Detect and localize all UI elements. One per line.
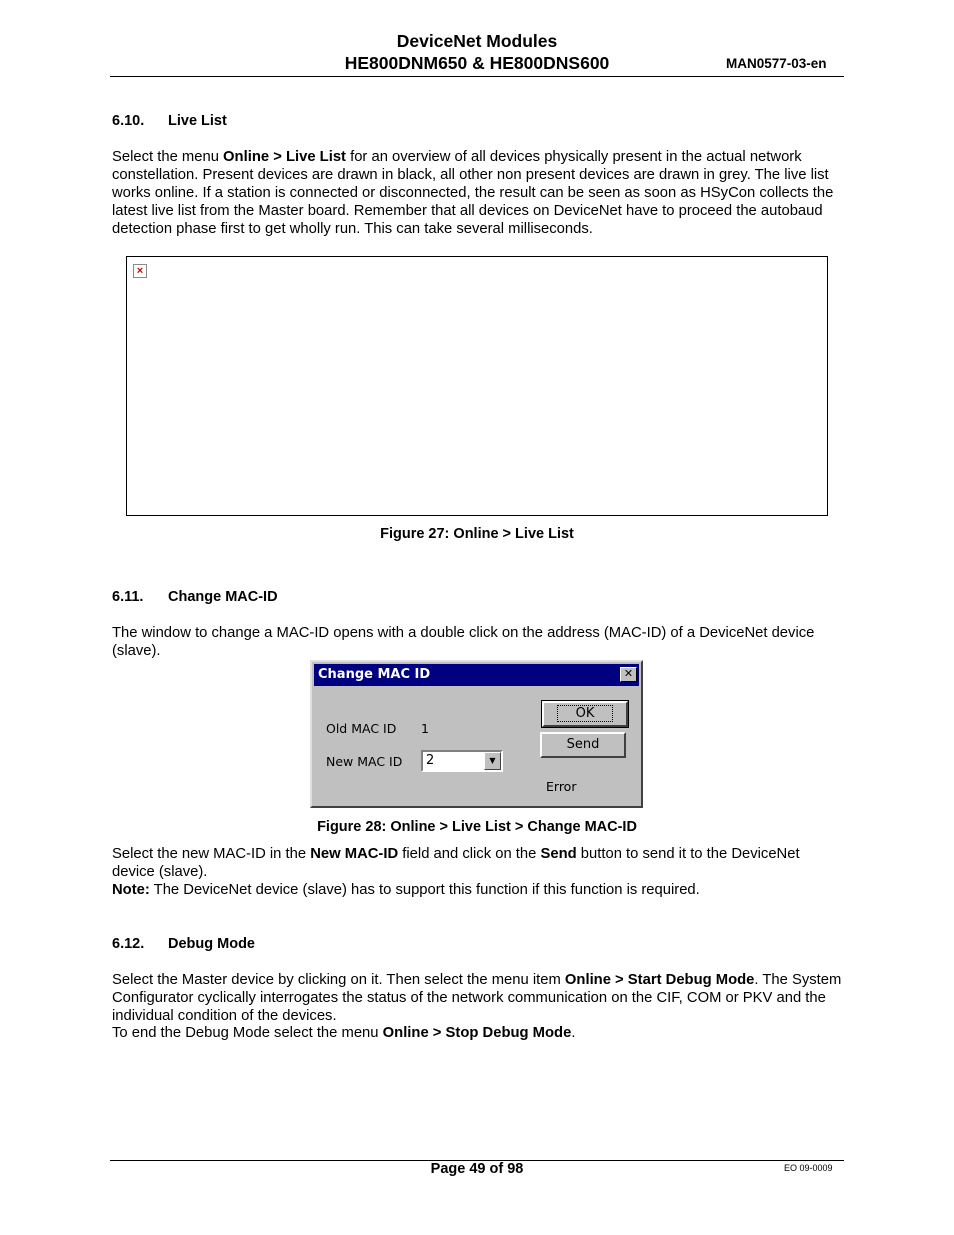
change-mac-paragraph: The window to change a MAC-ID opens with a double click on the address (MAC-ID) of a DeviceNet device (slave). [112, 625, 815, 659]
menu-path: Online > Live List [223, 149, 346, 165]
text-run: . [571, 1025, 576, 1041]
dialog-title: Change MAC ID [318, 667, 431, 682]
section-number: 6.12. [112, 936, 145, 952]
text-run: Select the new MAC-ID in the [112, 846, 311, 862]
new-mac-id-select[interactable] [421, 750, 503, 772]
menu-path: Online > Start Debug Mode [564, 972, 755, 988]
broken-image-icon: × [133, 264, 147, 278]
page-number: Page 49 of 98 [430, 1161, 524, 1177]
text-run: for an overview of all devices physically present in the actual network constellation. Present devices are drawn in black, all other non present devices are drawn in grey. The live list works online. If a station is connected or disconnected, the result can be seen as soon as HSyCon collects the latest live list from the Master board. Remember that all devices on DeviceNet have to proceed the autobaud detection phase first to get wholly run. This can take several milliseconds. [112, 149, 834, 237]
section-number: 6.11. [112, 589, 144, 605]
change-mac-instructions [112, 845, 844, 881]
text-run: To end the Debug Mode select the menu [112, 1025, 383, 1041]
field-name: New MAC-ID [310, 846, 399, 862]
header-doc-number: MAN0577-03-en [726, 56, 827, 71]
section-title: Debug Mode [168, 936, 255, 952]
old-mac-id-value: 1 [421, 721, 429, 736]
dialog-title-bar [314, 664, 639, 686]
header-title-line2: HE800DNM650 & HE800DNS600 [344, 53, 610, 73]
close-icon[interactable]: ✕ [620, 667, 637, 682]
button-name: Send [540, 846, 577, 862]
section-heading-change-mac-id [112, 589, 512, 607]
figure-27-image [126, 256, 828, 516]
ok-button[interactable] [542, 701, 628, 727]
section-number: 6.10. [112, 113, 145, 129]
old-mac-id-label: Old MAC ID [326, 721, 397, 736]
ok-button-label: OK [557, 705, 614, 722]
chevron-down-icon[interactable]: ▼ [484, 752, 501, 770]
section-title: Live List [168, 113, 227, 129]
section-title: Change MAC-ID [168, 589, 278, 605]
new-mac-id-label: New MAC ID [326, 754, 403, 769]
text-run: button to send it to the DeviceNet device (slave). [112, 846, 800, 880]
footer-eo-number: EO 09-0009 [784, 1163, 833, 1173]
text-run: . The System Configurator cyclically interrogates the status of the network communication on the CIF, COM or PKV and the individual condition of the devices. [112, 972, 842, 1024]
note-paragraph [112, 881, 844, 899]
stop-debug-paragraph [112, 1024, 844, 1042]
figure-27-caption: Figure 27: Online > Live List [380, 526, 574, 542]
text-run: Select the menu [112, 149, 224, 165]
header-rule [110, 76, 844, 77]
text-run: Select the Master device by clicking on it. Then select the menu item [112, 972, 565, 988]
section-heading-debug-mode [112, 936, 512, 954]
error-label: Error [546, 779, 577, 794]
note-label: Note: [112, 882, 150, 898]
new-mac-id-value: 2 [426, 753, 435, 768]
note-text: The DeviceNet device (slave) has to support this function if this function is required. [149, 882, 700, 898]
figure-28-caption: Figure 28: Online > Live List > Change MAC-ID [317, 819, 637, 835]
section-heading-live-list [112, 113, 512, 131]
debug-mode-paragraph [112, 971, 844, 1025]
send-button[interactable]: Send [540, 732, 626, 758]
header-title-line1: DeviceNet Modules [396, 31, 558, 51]
text-run: field and click on the [398, 846, 541, 862]
change-mac-id-dialog [310, 660, 643, 808]
menu-path: Online > Stop Debug Mode [382, 1025, 572, 1041]
live-list-paragraph [112, 148, 844, 238]
